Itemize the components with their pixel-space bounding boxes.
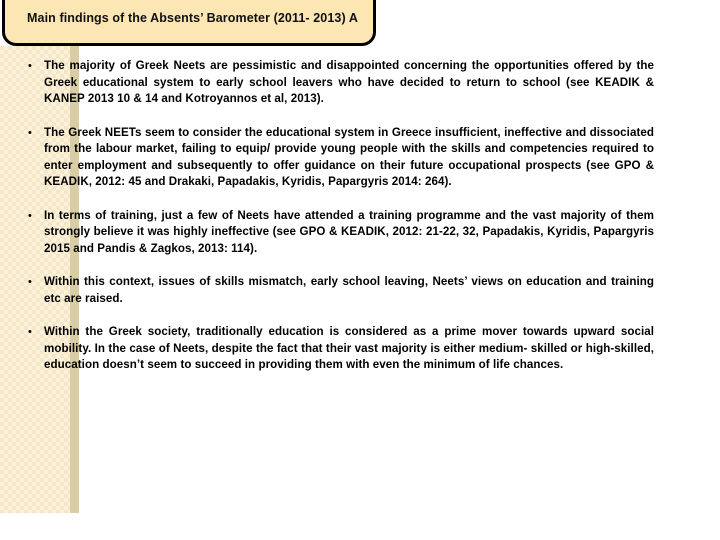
- bullet-list: [0, 58, 720, 391]
- bullet-text: Within this context, issues of skills mismatch, early school leaving, Neets’ views on education and training etc are raised.: [44, 275, 654, 305]
- bullet-marker-icon: •: [28, 126, 32, 139]
- bullet-marker-icon: •: [28, 326, 32, 338]
- page-title: Main findings of the Absents’ Barometer (2011- 2013) A: [27, 11, 358, 25]
- bullet-marker-icon: •: [28, 209, 32, 222]
- list-item: [0, 324, 720, 374]
- list-item: [0, 58, 720, 108]
- bullet-marker-icon: •: [28, 276, 32, 288]
- bullet-text: The Greek NEETs seem to consider the educational system in Greece insufficient, ineffective and dissociated from the labour market, failing to equip/ provide young people with the skills and competencies required to enter employment and subsequently to offer guidance on their future occupational prospects (see GPO & KEADIK, 2012: 45 and Drakaki, Papadakis, Kyridis, Papargyris 2014: 264).: [44, 125, 654, 188]
- bullet-text: Within the Greek society, traditionally education is considered as a prime mover towards upward social mobility. In the case of Neets, despite the fact that their vast majority is either medium- skilled or high-skilled, education doesn’t seem to succeed in providing them with even the minimum of life chances.: [44, 325, 654, 371]
- list-item: [0, 274, 720, 307]
- list-item: [0, 125, 720, 191]
- bullet-text: In terms of training, just a few of Neets have attended a training programme and the vast majority of them strongly believe it was highly ineffective (see GPO & KEADIK, 2012: 21-22, 32, Papadakis, Kyridis, Papargyris 2015 and Pandis & Zagkos, 2013: 114).: [44, 208, 654, 255]
- bullet-text: The majority of Greek Neets are pessimistic and disappointed concerning the opportunities offered by the Greek educational system to early school leavers who have decided to return to school (see KEADIK & KANEP 2013 10 & 14 and Kotroyannos et al, 2013).: [44, 59, 654, 105]
- list-item: [0, 208, 720, 258]
- title-callout-box: [2, 0, 376, 46]
- bullet-marker-icon: •: [28, 60, 32, 72]
